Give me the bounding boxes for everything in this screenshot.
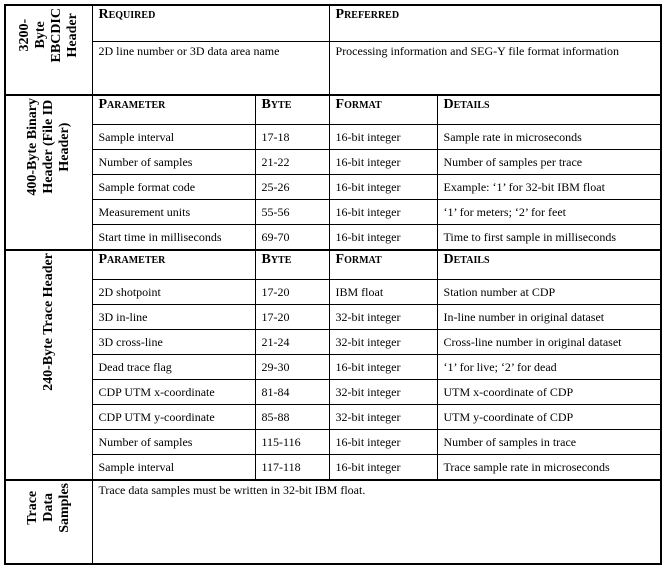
table-row <box>5 280 661 305</box>
cell-format: 32-bit integer <box>329 405 437 430</box>
cell-parameter: Sample interval <box>92 455 255 481</box>
cell-parameter: 3D in-line <box>92 305 255 330</box>
section-label-trace <box>5 250 92 480</box>
table-row <box>5 405 661 430</box>
cell-byte: 25-26 <box>255 175 329 200</box>
trace-header-byte: Byte <box>255 250 329 280</box>
cell-byte: 21-24 <box>255 330 329 355</box>
table-body <box>5 5 661 564</box>
cell-parameter: 2D shotpoint <box>92 280 255 305</box>
table-row <box>5 150 661 175</box>
table-row <box>5 455 661 481</box>
cell-byte: 117-118 <box>255 455 329 481</box>
cell-byte: 85-88 <box>255 405 329 430</box>
cell-format: 32-bit integer <box>329 305 437 330</box>
cell-parameter: 3D cross-line <box>92 330 255 355</box>
table-row <box>5 355 661 380</box>
cell-parameter: CDP UTM x-coordinate <box>92 380 255 405</box>
section-label-ebcdic <box>5 5 92 95</box>
table-row <box>5 330 661 355</box>
section-label-samples <box>5 480 92 564</box>
cell-format: 32-bit integer <box>329 380 437 405</box>
cell-byte: 115-116 <box>255 430 329 455</box>
table-row <box>5 430 661 455</box>
cell-parameter: Sample format code <box>92 175 255 200</box>
section-label-binary <box>5 95 92 250</box>
cell-format: 16-bit integer <box>329 175 437 200</box>
binary-header-byte: Byte <box>255 95 329 125</box>
cell-details: UTM x-coordinate of CDP <box>437 380 661 405</box>
cell-format: 16-bit integer <box>329 455 437 481</box>
cell-byte: 81-84 <box>255 380 329 405</box>
binary-header-format: Format <box>329 95 437 125</box>
table-row <box>5 125 661 150</box>
cell-parameter: Start time in milliseconds <box>92 225 255 251</box>
trace-header-format: Format <box>329 250 437 280</box>
cell-details: Trace sample rate in microseconds <box>437 455 661 481</box>
cell-parameter: CDP UTM y-coordinate <box>92 405 255 430</box>
header-preferred: Preferred <box>329 5 661 41</box>
table-row <box>5 380 661 405</box>
cell-format: 16-bit integer <box>329 150 437 175</box>
trace-header-parameter: Parameter <box>92 250 255 280</box>
preferred-value: Processing information and SEG-Y file format information <box>329 41 661 95</box>
cell-parameter: Dead trace flag <box>92 355 255 380</box>
cell-parameter: Measurement units <box>92 200 255 225</box>
cell-details: ‘1’ for meters; ‘2’ for feet <box>437 200 661 225</box>
cell-byte: 69-70 <box>255 225 329 251</box>
cell-details: Sample rate in microseconds <box>437 125 661 150</box>
cell-details: Time to first sample in milliseconds <box>437 225 661 251</box>
binary-label-text: 400-Byte Binary Header (File ID Header) <box>24 98 72 196</box>
cell-details: Cross-line number in original dataset <box>437 330 661 355</box>
cell-format: IBM float <box>329 280 437 305</box>
binary-header-parameter: Parameter <box>92 95 255 125</box>
cell-details: In-line number in original dataset <box>437 305 661 330</box>
cell-parameter: Sample interval <box>92 125 255 150</box>
cell-parameter: Number of samples <box>92 430 255 455</box>
cell-byte: 21-22 <box>255 150 329 175</box>
cell-byte: 55-56 <box>255 200 329 225</box>
required-value: 2D line number or 3D data area name <box>92 41 329 95</box>
cell-byte: 17-18 <box>255 125 329 150</box>
cell-details: Number of samples in trace <box>437 430 661 455</box>
cell-details: UTM y-coordinate of CDP <box>437 405 661 430</box>
header-required: Required <box>92 5 329 41</box>
table-row <box>5 200 661 225</box>
cell-byte: 17-20 <box>255 280 329 305</box>
cell-details: ‘1’ for live; ‘2’ for dead <box>437 355 661 380</box>
cell-byte: 17-20 <box>255 305 329 330</box>
cell-parameter: Number of samples <box>92 150 255 175</box>
binary-header-details: Details <box>437 95 661 125</box>
cell-byte: 29-30 <box>255 355 329 380</box>
segy-format-table-container <box>4 4 660 565</box>
ebcdic-label-text: 3200- Byte EBCDIC Header <box>16 8 80 63</box>
cell-details: Number of samples per trace <box>437 150 661 175</box>
cell-format: 16-bit integer <box>329 355 437 380</box>
cell-format: 16-bit integer <box>329 225 437 251</box>
table-row <box>5 305 661 330</box>
segy-format-table <box>4 4 662 565</box>
trace-header-details: Details <box>437 250 661 280</box>
samples-label-text: Trace Data Samples <box>24 483 72 533</box>
cell-details: Example: ‘1’ for 32-bit IBM float <box>437 175 661 200</box>
cell-format: 16-bit integer <box>329 125 437 150</box>
table-row <box>5 175 661 200</box>
cell-format: 16-bit integer <box>329 430 437 455</box>
samples-note: Trace data samples must be written in 32-bit IBM float. <box>92 480 661 564</box>
cell-format: 16-bit integer <box>329 200 437 225</box>
table-row <box>5 225 661 251</box>
cell-details: Station number at CDP <box>437 280 661 305</box>
cell-format: 32-bit integer <box>329 330 437 355</box>
trace-label-text: 240-Byte Trace Header <box>40 253 56 391</box>
